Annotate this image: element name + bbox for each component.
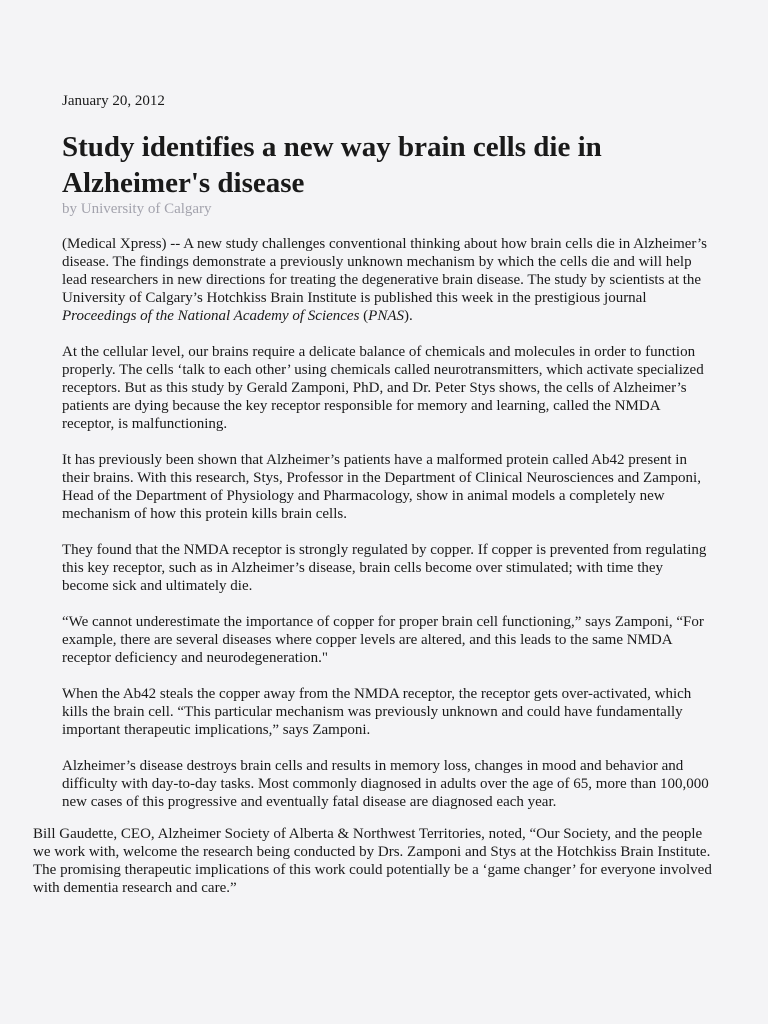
paragraph-mechanism: When the Ab42 steals the copper away from the NMDA receptor, the receptor gets over-activated, which kills the brain cell. “This particular mechanism was previously unknown and could have fundamentally important therapeutic implications,” says Zamponi.	[62, 686, 692, 738]
paragraph-copper: They found that the NMDA receptor is strongly regulated by copper. If copper is prevented from regulating this key receptor, such as in Alzheimer’s disease, brain cells become over stimulated; with time they become sick and ultimately die.	[62, 542, 707, 594]
article-date: January 20, 2012	[62, 93, 165, 109]
article-body	[62, 235, 712, 829]
paragraph-disease-facts: Alzheimer’s disease destroys brain cells and results in memory loss, changes in mood and behavior and difficulty with day-to-day tasks. Most commonly diagnosed in adults over the age of 65, more than 100,000 new cases of this progressive and eventually fatal disease are diagnosed each year.	[62, 758, 709, 810]
journal-name: Proceedings of the National Academy of Sciences	[62, 308, 360, 324]
journal-abbreviation: PNAS	[368, 308, 405, 324]
paragraph-ab42: It has previously been shown that Alzheimer’s patients have a malformed protein called Ab42 present in their brains. With this research, Stys, Professor in the Department of Clinical Neurosciences and Zamponi, Head of the Department of Physiology and Pharmacology, show in animal models a completely new mechanism of how this protein kills brain cells.	[62, 452, 701, 522]
paragraph-society-quote: Bill Gaudette, CEO, Alzheimer Society of Alberta & Northwest Territories, noted, “Our Society, and the people we work with, welcome the research being conducted by Drs. Zamponi and Stys at the Hotchkiss Brain Institute. The promising therapeutic implications of this work could potentially be a ‘game changer’ for everyone involved with dementia research and care.”	[33, 826, 712, 896]
paragraph-cellular-level: At the cellular level, our brains require a delicate balance of chemicals and molecules in order to function properly. The cells ‘talk to each other’ using chemicals called neurotransmitters, which activate specialized receptors. But as this study by Gerald Zamponi, PhD, and Dr. Peter Stys shows, the cells of Alzheimer’s patients are dying because the key receptor responsible for memory and learning, called the NMDA receptor, is malfunctioning.	[62, 344, 704, 432]
paragraph-intro	[62, 235, 712, 325]
article-headline: Study identifies a new way brain cells die in Alzheimer's disease	[62, 131, 602, 199]
journal-paren-open: (	[359, 308, 369, 324]
journal-paren-close: ).	[404, 308, 413, 324]
paragraph-quote-zamponi: “We cannot underestimate the importance of copper for proper brain cell functioning,” says Zamponi, “For example, there are several diseases where copper levels are altered, and this leads to the same NMDA receptor deficiency and neurodegeneration."	[62, 614, 704, 666]
article-byline: by University of Calgary	[62, 201, 212, 217]
paragraph-intro-text: (Medical Xpress) -- A new study challenges conventional thinking about how brain cells die in Alzheimer’s disease. The findings demonstrate a previously unknown mechanism by which the cells die and will help lead researchers in new directions for treating the degenerative brain disease. The study by scientists at the University of Calgary’s Hotchkiss Brain Institute is published this week in the prestigious journal	[62, 236, 707, 306]
